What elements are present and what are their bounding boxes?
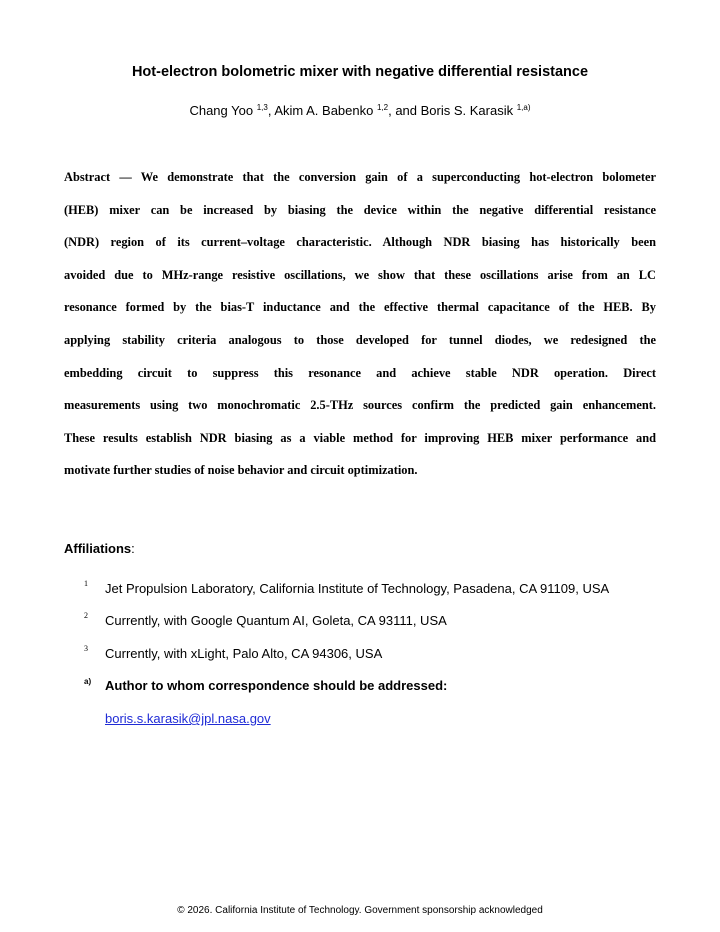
affiliation-mark: 2 <box>84 611 88 620</box>
abstract-line: (NDR) region of its current–voltage characteristic. Although NDR biasing has historically been <box>64 235 656 250</box>
paper-title: Hot-electron bolometric mixer with negative differential resistance <box>131 64 589 80</box>
affiliation-text: Jet Propulsion Laboratory, California Institute of Technology, Pasadena, CA 91109, USA <box>105 581 610 596</box>
author-separator: , <box>267 103 275 118</box>
author-separator: , and <box>388 103 421 118</box>
abstract-line: Abstract — We demonstrate that the conversion gain of a superconducting hot-electron bolometer <box>64 170 656 184</box>
affiliation-item <box>84 678 684 696</box>
affiliation-item <box>84 613 684 631</box>
affiliation-mark: 3 <box>84 644 88 653</box>
author-affiliation-mark: 1,2 <box>376 103 389 112</box>
copyright-footer: © 2026. California Institute of Technology. Government sponsorship acknowledged <box>177 905 543 916</box>
affiliation-item <box>84 581 684 599</box>
affiliation-mark: a) <box>84 677 92 686</box>
author-name: Chang Yoo <box>189 103 254 118</box>
affiliation-text: Currently, with xLight, Palo Alto, CA 94306, USA <box>105 646 383 661</box>
affiliations-heading-colon: : <box>131 541 135 556</box>
author-affiliation-mark: 1,3 <box>256 103 268 112</box>
abstract-line: (HEB) mixer can be increased by biasing the device within the negative differential resistance <box>64 202 656 217</box>
author-name: Boris S. Karasik <box>420 103 514 118</box>
correspondence-email-link[interactable]: boris.s.karasik@jpl.nasa.gov <box>105 711 271 726</box>
abstract-line: resonance formed by the bias-T inductance and the effective thermal capacitance of the HEB. By <box>64 300 656 315</box>
author-name: Akim A. Babenko <box>274 103 374 118</box>
affiliation-item <box>84 646 684 664</box>
affiliations-heading-label: Affiliations <box>64 541 132 556</box>
correspondence-note: Author to whom correspondence should be addressed: <box>105 678 448 693</box>
abstract-line: applying stability criteria analogous to those developed for tunnel diodes, we redesigned the <box>64 332 656 347</box>
abstract <box>64 168 656 494</box>
affiliation-text: Currently, with Google Quantum AI, Goleta, CA 93111, USA <box>105 613 447 628</box>
author-list <box>0 103 720 118</box>
affiliation-mark: 1 <box>84 579 88 588</box>
abstract-line: measurements using two monochromatic 2.5-THz sources confirm the predicted gain enhancement. <box>64 398 656 413</box>
abstract-line: These results establish NDR biasing as a viable method for improving HEB mixer performance and <box>64 430 656 445</box>
abstract-line: motivate further studies of noise behavior and circuit optimization. <box>64 463 418 478</box>
abstract-line: avoided due to MHz-range resistive oscillations, we show that these oscillations arise from an LC <box>64 267 656 282</box>
abstract-line: embedding circuit to suppress this resonance and achieve stable NDR operation. Direct <box>64 365 656 380</box>
author-affiliation-mark: 1,a) <box>516 103 531 112</box>
affiliations-heading <box>64 541 135 556</box>
